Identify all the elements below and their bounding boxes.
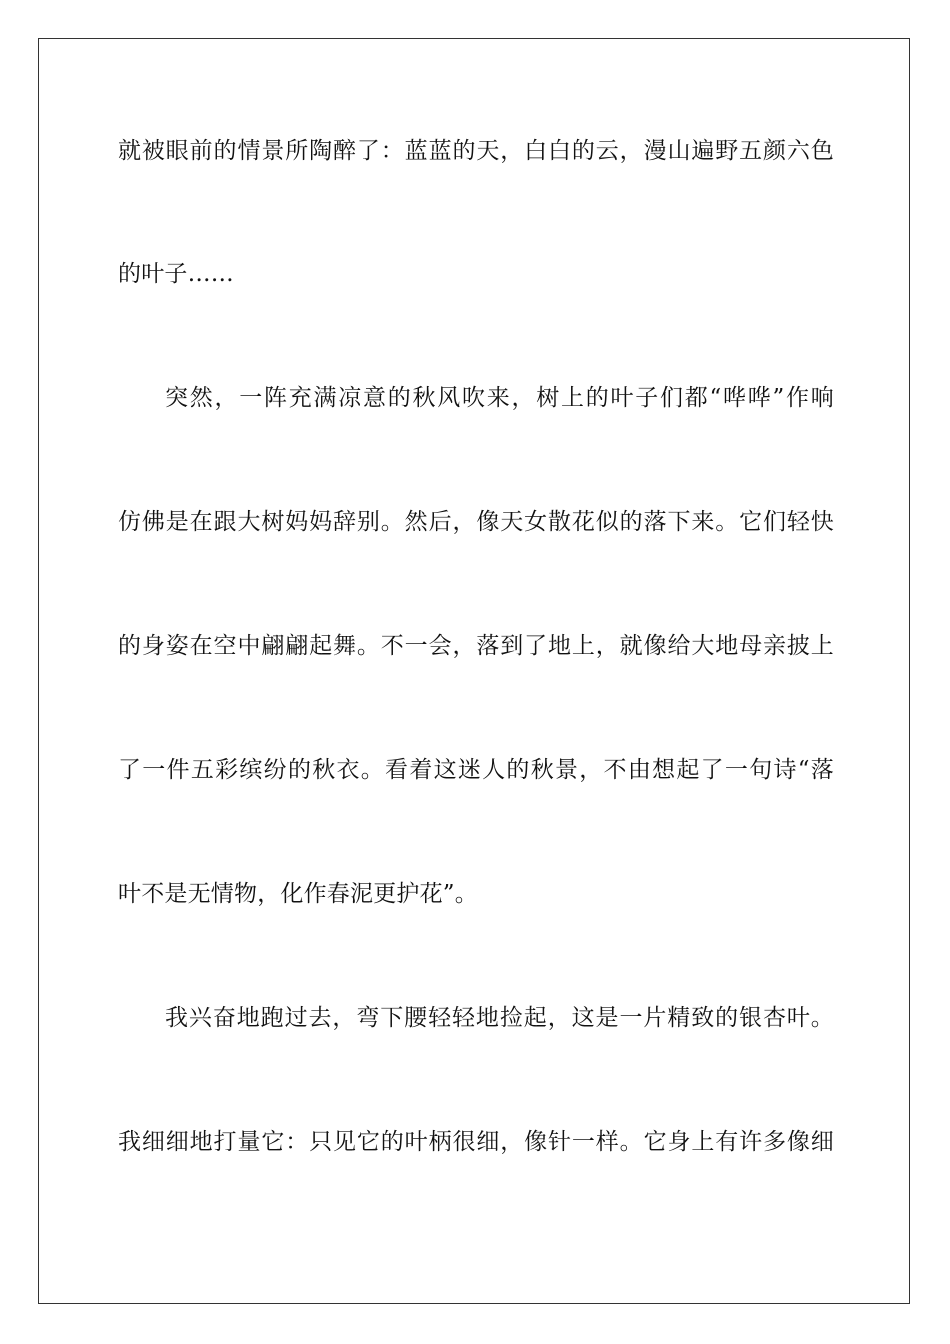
text-line-1: 就被眼前的情景所陶醉了：蓝蓝的天，白白的云，漫山遍野五颜六色 [118, 138, 834, 164]
text-line-4: 仿佛是在跟大树妈妈辞别。然后，像天女散花似的落下来。它们轻快 [118, 509, 834, 535]
text-line-8: 我兴奋地跑过去，弯下腰轻轻地捡起，这是一片精致的银杏叶。 [165, 1005, 834, 1031]
text-line-9: 我细细地打量它：只见它的叶柄很细，像针一样。它身上有许多像细 [118, 1129, 834, 1155]
text-line-2: 的叶子…… [118, 261, 234, 287]
text-line-5: 的身姿在空中翩翩起舞。不一会，落到了地上，就像给大地母亲披上 [118, 633, 834, 659]
text-line-7: 叶不是无情物，化作春泥更护花”。 [118, 881, 478, 907]
text-line-6: 了一件五彩缤纷的秋衣。看着这迷人的秋景，不由想起了一句诗“落 [118, 757, 834, 783]
page-border [38, 38, 910, 1304]
text-line-3: 突然，一阵充满凉意的秋风吹来，树上的叶子们都“哗哗”作响 [165, 385, 834, 411]
